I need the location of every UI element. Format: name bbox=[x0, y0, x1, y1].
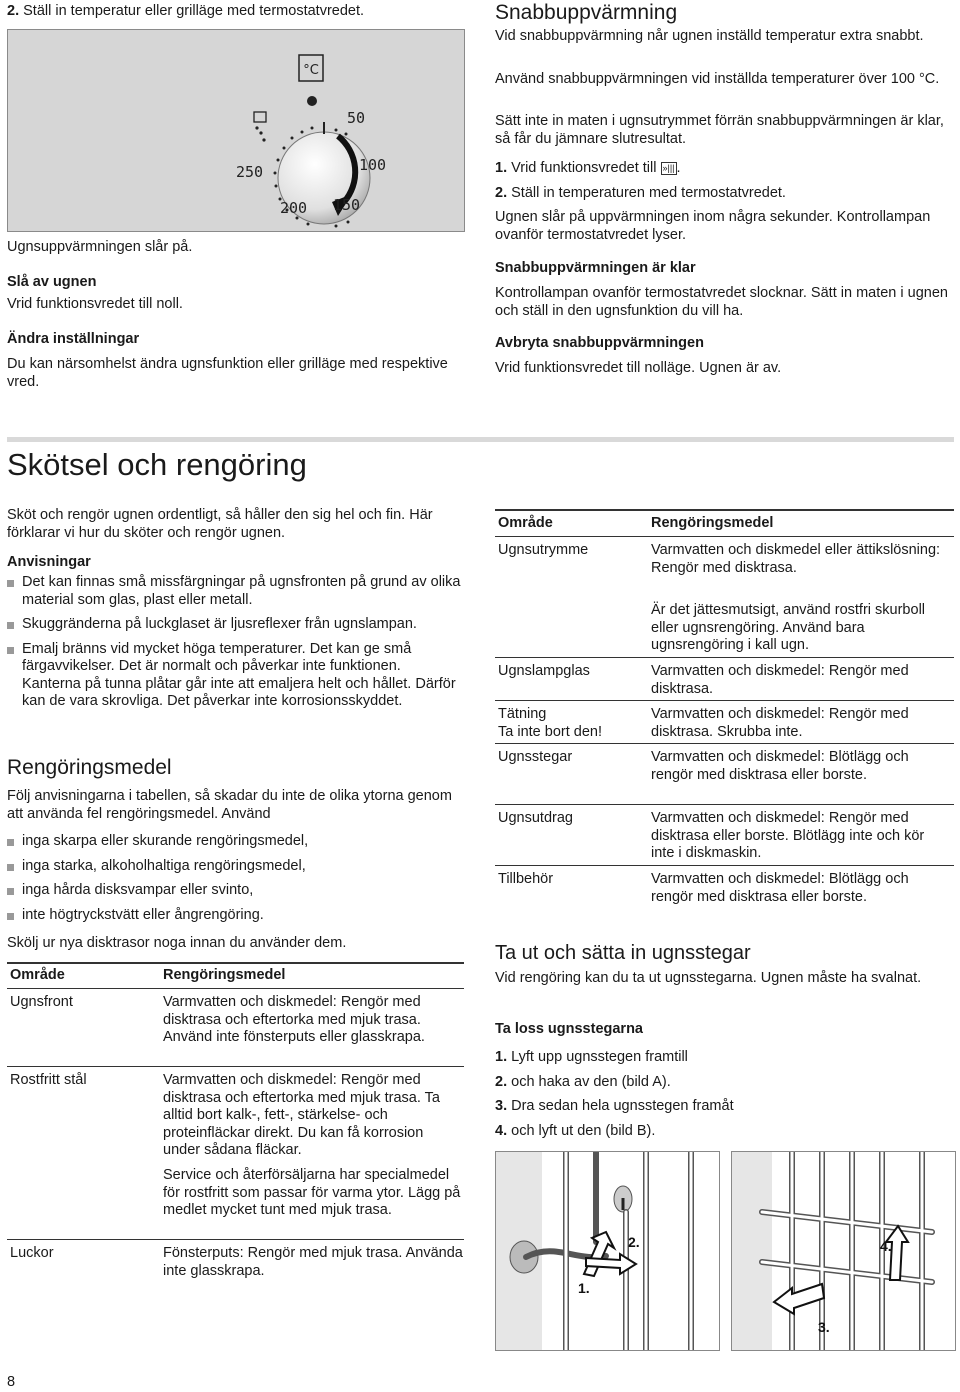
notes-heading: Anvisningar bbox=[7, 554, 91, 570]
figure-a-step-1: 1. bbox=[578, 1280, 590, 1296]
list-item-text: Emalj bränns vid mycket höga temperaturer. Det kan ge små färgavvikelser. Det är normalt och påverkar inte funktionen. Kanterna på tunna plåtar går inte att emaljera helt och hållet. Därför kan de vara skrovliga. Det påverkar inte korrosionsskyddet. bbox=[22, 640, 456, 709]
figure-b-step-3: 3. bbox=[818, 1319, 830, 1335]
quick-heat-p4: Ugnen slår på uppvärmningen inom några sekunder. Kontrollampan ovanför termostatvredet lyser. bbox=[495, 209, 931, 243]
figure-b-step-4: 4. bbox=[880, 1238, 892, 1254]
table-rule bbox=[7, 1066, 464, 1067]
bullet-icon bbox=[7, 647, 14, 654]
rack-remove-illustration bbox=[732, 1152, 955, 1350]
step-text: och lyft ut den (bild B). bbox=[511, 1123, 656, 1139]
figure-a-step-2: 2. bbox=[628, 1234, 640, 1250]
list-item bbox=[7, 833, 462, 851]
change-heading: Ändra inställningar bbox=[7, 331, 140, 347]
table-cell-area: Ugnsutrymme bbox=[498, 542, 589, 558]
table-cell-agent: Varmvatten och diskmedel: Blötlägg och rengör med disktrasa eller borste. bbox=[651, 749, 909, 783]
table-cell-agent: Varmvatten och diskmedel: Rengör med disktrasa och eftertorka med mjuk trasa. Ta alltid bort kalk-, fett-, stärkelse- och proteinfläckar direkt. Du kan få korrosion under sådana fläckar. bbox=[163, 1072, 440, 1158]
step-2 bbox=[7, 3, 477, 21]
step-end: . bbox=[676, 160, 681, 176]
ready-text: Kontrollampan ovanför termostatvredet slocknar. Sätt in maten i ugnen och ställ in den ugnsfunktion du vill ha. bbox=[495, 285, 948, 319]
quick-heat-p1: Vid snabbuppvärmning når ugnen inställd temperatur extra snabbt. bbox=[495, 28, 924, 44]
racks-step-2 bbox=[495, 1074, 671, 1092]
quick-heat-step-2 bbox=[495, 185, 786, 203]
list-item bbox=[7, 641, 462, 711]
list-item-text: inga starka, alkoholhaltiga rengöringsmedel, bbox=[22, 857, 306, 874]
table-cell-area: Ugnslampglas bbox=[498, 663, 590, 679]
label-50: 50 bbox=[347, 109, 366, 127]
table-right-header-agent: Rengöringsmedel bbox=[651, 515, 774, 531]
off-heading: Slå av ugnen bbox=[7, 274, 97, 290]
table-rule bbox=[495, 536, 954, 537]
agents-intro: Följ anvisningarna i tabellen, så skadar du inte de olika ytorna genom att använda fel rengöringsmedel. Använd bbox=[7, 788, 452, 822]
step-number: 2. bbox=[495, 185, 508, 201]
quick-heat-p3: Sätt inte in maten i ugnsutrymmet förrän snabbuppvärmningen är klar, så får du jämnare slutresultat. bbox=[495, 113, 944, 147]
list-item bbox=[7, 574, 462, 609]
step-number: 2. bbox=[495, 1074, 508, 1090]
agents-list bbox=[7, 833, 462, 924]
racks-intro: Vid rengöring kan du ta ut ugnsstegarna. Ugnen måste ha svalnat. bbox=[495, 970, 922, 986]
quick-heat-title: Snabbuppvärmning bbox=[495, 1, 678, 24]
racks-title: Ta ut och sätta in ugnsstegar bbox=[495, 942, 751, 964]
table-cell-agent: Varmvatten och diskmedel: Rengör med disktrasa. bbox=[651, 663, 909, 697]
table-cell-agent: Varmvatten och diskmedel: Rengör med disktrasa. Skrubba inte. bbox=[651, 706, 909, 740]
grill-icon bbox=[254, 112, 266, 122]
label-150: 150 bbox=[333, 196, 361, 214]
quick-heat-p2: Använd snabbuppvärmningen vid inställda temperaturer över 100 °C. bbox=[495, 71, 940, 87]
table-cell-area bbox=[498, 706, 648, 741]
table-rule bbox=[495, 657, 954, 658]
section-title: Skötsel och rengöring bbox=[7, 447, 307, 482]
cancel-text: Vrid funktionsvredet till nolläge. Ugnen är av. bbox=[495, 360, 782, 376]
step-text: Dra sedan hela ugnsstegen framåt bbox=[511, 1098, 734, 1114]
label-250: 250 bbox=[236, 163, 264, 181]
quick-heat-step-1 bbox=[495, 160, 681, 178]
area-note: Ta inte bort den! bbox=[498, 723, 602, 740]
table-cell-area: Tillbehör bbox=[498, 871, 554, 887]
racks-step-3 bbox=[495, 1098, 734, 1116]
table-cell-agent-note: Service och återförsäljarna har specialmedel för rostfritt som passar för varma ytor. Lägg på medlet mycket tunt med mjuk trasa. bbox=[163, 1167, 461, 1218]
table-cell-agent-note: Är det jättesmutsigt, använd rostfri skurboll eller ugnsrengöring. Använd bara ugnsrengöring i kall ugn. bbox=[651, 602, 926, 653]
table-rule bbox=[495, 743, 954, 744]
table-cell-agent: Fönsterputs: Rengör med mjuk trasa. Använda inte glasskrapa. bbox=[163, 1245, 463, 1279]
table-rule bbox=[7, 962, 464, 964]
quick-heat-icon: »||| bbox=[662, 163, 675, 173]
list-item-text: inga skarpa eller skurande rengöringsmedel, bbox=[22, 833, 309, 849]
heating-starts-text: Ugnsuppvärmningen slår på. bbox=[7, 239, 193, 255]
step-number: 4. bbox=[495, 1123, 508, 1139]
indicator-lamp bbox=[307, 96, 317, 106]
thermostat-dial-figure bbox=[8, 30, 464, 231]
table-rule bbox=[495, 804, 954, 805]
step-text: Ställ in temperaturen med termostatvredet. bbox=[511, 185, 786, 201]
list-item-text: Skuggränderna på luckglaset är ljusreflexer från ugnslampan. bbox=[22, 616, 417, 632]
page-number: 8 bbox=[7, 1374, 16, 1390]
agents-title: Rengöringsmedel bbox=[7, 756, 172, 779]
step-number: 1. bbox=[495, 1049, 508, 1065]
list-item-text: inga hårda disksvampar eller svinto, bbox=[22, 882, 254, 898]
section-divider bbox=[7, 437, 954, 442]
table-cell-agent: Varmvatten och diskmedel eller ättikslösning: Rengör med disktrasa. bbox=[651, 542, 941, 576]
step-number: 2. bbox=[7, 3, 20, 19]
table-rule bbox=[7, 988, 464, 989]
step-number: 3. bbox=[495, 1098, 508, 1114]
list-item bbox=[7, 907, 462, 925]
rinse-text: Skölj ur nya disktrasor noga innan du använder dem. bbox=[7, 935, 347, 951]
table-rule bbox=[495, 865, 954, 866]
table-left-header-agent: Rengöringsmedel bbox=[163, 967, 286, 983]
bullet-icon bbox=[7, 913, 14, 920]
table-cell-area: Rostfritt stål bbox=[10, 1072, 87, 1088]
table-cell-area: Ugnsutdrag bbox=[498, 810, 573, 826]
list-item bbox=[7, 616, 462, 634]
bullet-icon bbox=[7, 888, 14, 895]
bullet-icon bbox=[7, 839, 14, 846]
bullet-icon bbox=[7, 864, 14, 871]
table-rule bbox=[7, 1239, 464, 1240]
racks-step-4 bbox=[495, 1123, 655, 1141]
unit-label: °C bbox=[303, 63, 319, 78]
off-text: Vrid funktionsvredet till noll. bbox=[7, 296, 183, 312]
table-cell-agent: Varmvatten och diskmedel: Blötlägg och rengör med disktrasa eller borste. bbox=[651, 871, 909, 905]
list-item-text: inte högtryckstvätt eller ångrengöring. bbox=[22, 906, 264, 923]
label-200: 200 bbox=[280, 199, 308, 217]
ready-heading: Snabbuppvärmningen är klar bbox=[495, 260, 696, 276]
list-item bbox=[7, 858, 462, 876]
step-text: och haka av den (bild A). bbox=[511, 1074, 671, 1090]
table-cell-agent: Varmvatten och diskmedel: Rengör med disktrasa och eftertorka med mjuk trasa. Använd inte fönsterputs eller glasskrapa. bbox=[163, 994, 425, 1045]
list-item-text: Det kan finnas små missfärgningar på ugnsfronten på grund av olika material som glas, plast eller metall. bbox=[22, 574, 461, 608]
rack-unhook-illustration bbox=[496, 1152, 719, 1350]
cancel-heading: Avbryta snabbuppvärmningen bbox=[495, 335, 704, 351]
table-cell-area: Ugnsfront bbox=[10, 994, 73, 1010]
table-cell-agent: Varmvatten och diskmedel: Rengör med disktrasa eller borste. Blötlägg inte och kör inte i diskmaskin. bbox=[651, 810, 925, 861]
bullet-icon bbox=[7, 580, 14, 587]
figure-b bbox=[731, 1151, 956, 1351]
step-number: 1. bbox=[495, 160, 508, 176]
table-right-header-area: Område bbox=[498, 515, 553, 531]
dial-illustration bbox=[7, 29, 465, 232]
change-text: Du kan närsomhelst ändra ugnsfunktion eller grilläge med respektive vred. bbox=[7, 356, 448, 390]
figure-a bbox=[495, 1151, 720, 1351]
table-rule bbox=[495, 509, 954, 511]
table-cell-area: Luckor bbox=[10, 1245, 54, 1261]
notes-list bbox=[7, 574, 462, 711]
racks-step-1 bbox=[495, 1049, 688, 1067]
section-intro: Sköt och rengör ugnen ordentligt, så håller den sig hel och fin. Här förklarar vi hur du sköter och rengör ugnen. bbox=[7, 507, 433, 541]
step-text: Lyft upp ugnsstegen framtill bbox=[511, 1049, 688, 1065]
table-rule bbox=[495, 700, 954, 701]
area-name: Tätning bbox=[498, 706, 547, 722]
step-text: Vrid funktionsvredet till bbox=[511, 160, 657, 176]
step-text: Ställ in temperatur eller grilläge med termostatvredet. bbox=[23, 3, 365, 19]
table-left-header-area: Område bbox=[10, 967, 65, 983]
table-cell-area: Ugnsstegar bbox=[498, 749, 573, 765]
list-item bbox=[7, 882, 462, 900]
label-100: 100 bbox=[359, 156, 387, 174]
racks-subheading: Ta loss ugnsstegarna bbox=[495, 1021, 643, 1037]
bullet-icon bbox=[7, 622, 14, 629]
